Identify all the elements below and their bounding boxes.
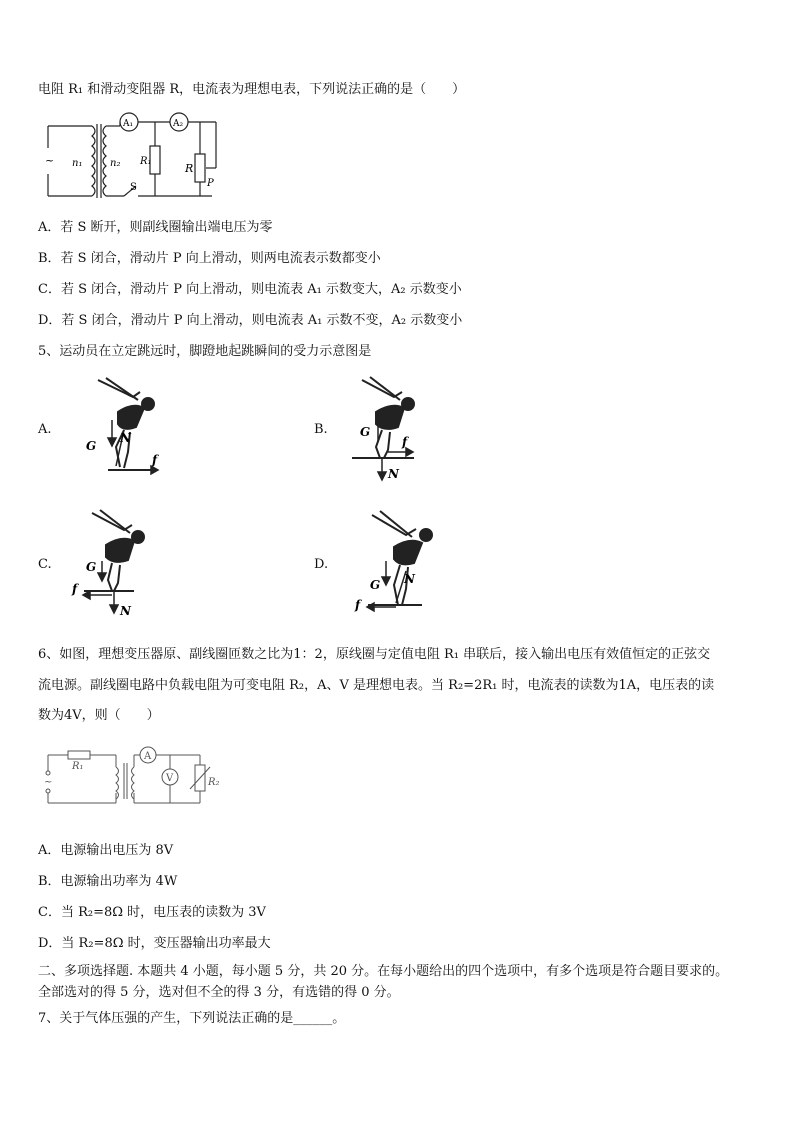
q5-label-d: D. <box>314 557 329 572</box>
q5-figure-d <box>350 505 445 620</box>
ammeter-a1-label: A₁ <box>123 119 134 129</box>
ammeter-a2-label: A₂ <box>173 119 184 129</box>
n-label-d: N <box>404 572 415 586</box>
q5-figure-b <box>348 372 438 482</box>
q5-label-c: C. <box>38 557 52 572</box>
q6-stem-line-2: 流电源。副线圈电路中负载电阻为可变电阻 R₂，A、V 是理想电表。当 R₂=2R₁ 时，电流表的读数为1A，电压表的读 <box>38 678 715 693</box>
q5-figure-c <box>70 505 160 620</box>
ac-source-symbol: ~ <box>45 154 55 167</box>
f-label-a: f <box>152 453 158 467</box>
r-label: R <box>185 162 194 175</box>
f-label-c: f <box>72 582 78 596</box>
p-label: P <box>207 178 214 189</box>
q6-option-d: D．当 R₂=8Ω 时，变压器输出功率最大 <box>38 936 271 951</box>
q6-option-c: C．当 R₂=8Ω 时，电压表的读数为 3V <box>38 905 266 920</box>
q5-stem: 5、运动员在立定跳远时，脚蹬地起跳瞬间的受力示意图是 <box>38 344 372 359</box>
q5-label-a: A. <box>38 422 52 437</box>
q4-circuit-diagram <box>40 112 230 202</box>
n-label-b: N <box>388 467 399 481</box>
q6-option-a: A．电源输出电压为 8V <box>38 843 174 858</box>
n2-label: n₂ <box>110 158 121 169</box>
q6-option-b: B．电源输出功率为 4W <box>38 874 178 889</box>
section2-instructions-line-2: 全部选对的得 5 分，选对但不全的得 3 分，有选错的得 0 分。 <box>38 985 400 1000</box>
section2-instructions-line-1: 二、多项选择题. 本题共 4 小题，每小题 5 分，共 20 分。在每小题给出的四个选项中，有多个选项是符合题目要求的。 <box>38 964 729 979</box>
r1-label: R₁ <box>140 156 152 167</box>
q6-stem-line-1: 6、如图，理想变压器原、副线圈匝数之比为1：2，原线圈与定值电阻 R₁ 串联后，接入输出电压有效值恒定的正弦交 <box>38 647 711 662</box>
q4-option-b: B．若 S 闭合，滑动片 P 向上滑动，则两电流表示数都变小 <box>38 251 381 266</box>
ac-source-symbol-q6: ~ <box>44 777 53 788</box>
g-label-c: G <box>86 560 97 574</box>
g-label-a: G <box>86 439 97 453</box>
ammeter-label: A <box>144 751 152 762</box>
q6-circuit-diagram <box>40 745 230 810</box>
g-label-b: G <box>360 425 371 439</box>
q6-r1-label: R₁ <box>72 761 84 772</box>
n-label-a: N <box>120 431 131 445</box>
g-label-d: G <box>370 578 381 592</box>
q6-stem-line-3: 数为4V，则（ ） <box>38 708 160 723</box>
q4-option-a: A．若 S 断开，则副线圈输出端电压为零 <box>38 220 273 235</box>
n1-label: n₁ <box>72 158 83 169</box>
f-label-d: f <box>355 598 361 612</box>
q5-figure-a <box>78 372 168 482</box>
f-label-b: f <box>402 435 408 449</box>
q4-option-c: C．若 S 闭合，滑动片 P 向上滑动，则电流表 A₁ 示数变大，A₂ 示数变小 <box>38 282 462 297</box>
voltmeter-label: V <box>166 773 174 784</box>
q4-stem: 电阻 R₁ 和滑动变阻器 R，电流表为理想电表，下列说法正确的是（ ） <box>38 82 466 97</box>
q5-label-b: B. <box>314 422 328 437</box>
switch-s-label: S <box>130 182 137 193</box>
n-label-c: N <box>120 604 131 618</box>
q7-stem: 7、关于气体压强的产生，下列说法正确的是______。 <box>38 1011 346 1026</box>
q6-r2-label: R₂ <box>208 777 220 788</box>
q4-option-d: D．若 S 闭合，滑动片 P 向上滑动，则电流表 A₁ 示数不变，A₂ 示数变小 <box>38 313 463 328</box>
